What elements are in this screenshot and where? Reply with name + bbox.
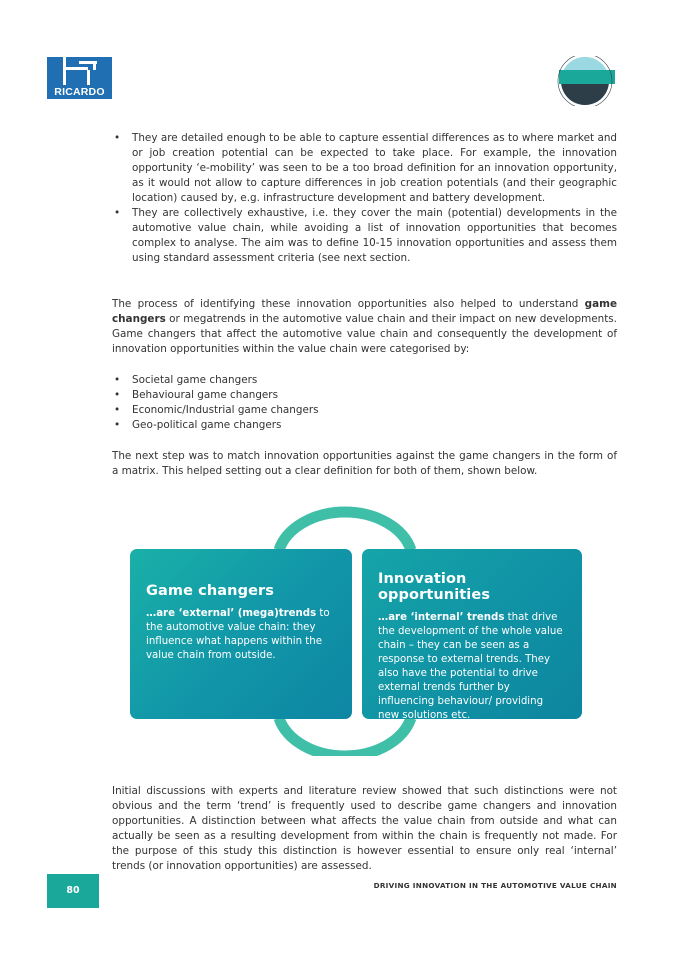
ricardo-logo bbox=[47, 57, 112, 99]
list-item: • They are collectively exhaustive, i.e. they cover the main (potential) developments in the automotive value chain, while avoiding a list of innovation opportunities that becomes complex to analyse. The aim was to define 10-15 innovation opportunities and assess them using standard assessment criteria (see next section. bbox=[112, 206, 617, 266]
innovation-opportunities-box bbox=[362, 549, 582, 719]
category-list bbox=[112, 373, 617, 433]
paragraph-matrix: The next step was to match innovation opportunities against the game changers in the form of a matrix. This helped setting out a clear definition for both of them, shown below. bbox=[112, 450, 617, 477]
corner-graphic bbox=[549, 56, 619, 106]
paragraph-distinction: Initial discussions with experts and literature review showed that such distinctions were not obvious and the term ‘trend’ is frequently used to describe game changers and innovation opportunities. A distinction between what affects the value chain from outside and what can actually be seen as a resulting development from within the chain is frequently not made. For the purpose of this study this distinction is however essential to ensure only real ‘internal’ trends (or innovation opportunities) are assessed. bbox=[112, 785, 617, 872]
paragraph-game-changers: The process of identifying these innovation opportunities also helped to understand game changers or megatrends in the automotive value chain and their impact on new developments. Game changers that affect the automotive value chain and consequently the development of innovation opportunities within the value chain were categorised by: bbox=[112, 298, 617, 355]
bold-term: game changers bbox=[112, 298, 617, 325]
list-item: • Geo-political game changers bbox=[112, 418, 617, 433]
list-item: • They are detailed enough to be able to capture essential differences as to where market and or job creation potential can be expected to take place. For example, the innovation opportunity ‘e-mobility’ was seen to be a too broad definition for an innovation opportunity, as it would not allow to capture differences in job creation potentials (and their geographic location) caused by, e.g. infrastructure development and battery development. bbox=[112, 131, 617, 206]
list-item: • Behavioural game changers bbox=[112, 388, 617, 403]
top-bullets bbox=[112, 131, 617, 266]
page-number: 80 bbox=[47, 874, 99, 908]
game-changers-diagram bbox=[128, 494, 584, 756]
ricardo-logo-mark bbox=[47, 57, 112, 85]
running-title: DRIVING INNOVATION IN THE AUTOMOTIVE VALUE CHAIN bbox=[373, 881, 617, 890]
box-text: …are ‘external’ (mega)trends to the automotive value chain: they influence what happens within the value chain from outside. bbox=[146, 608, 330, 661]
box-text: …are ‘internal’ trends that drive the development of the whole value chain – they can be seen as a response to external trends. They also have the potential to drive external trends further by influencing behaviour/ providing new solutions etc. bbox=[378, 612, 563, 721]
box-title: Game changers bbox=[146, 583, 274, 599]
box-title: Innovation opportunities bbox=[378, 571, 491, 603]
list-item: • Economic/Industrial game changers bbox=[112, 403, 617, 418]
list-item: • Societal game changers bbox=[112, 373, 617, 388]
game-changers-box bbox=[130, 549, 352, 719]
ricardo-logo-wordmark: RICARDO bbox=[47, 85, 112, 99]
